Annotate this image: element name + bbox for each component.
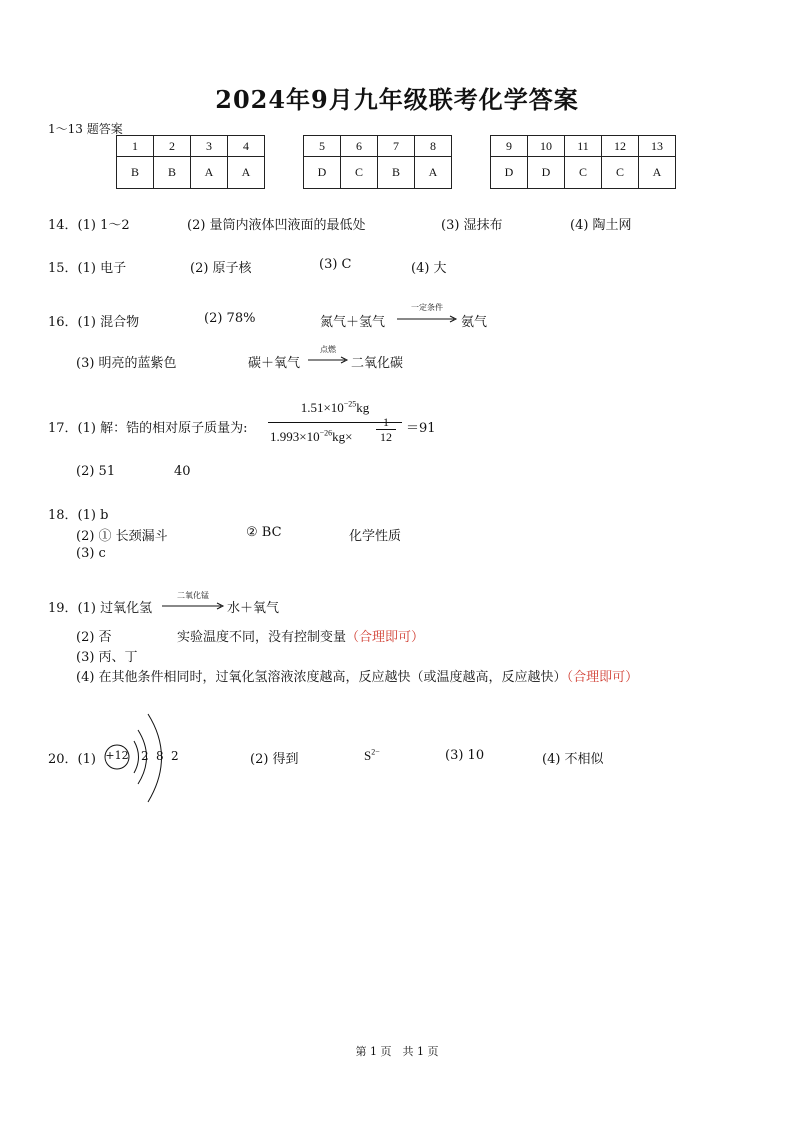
q-number: 9 [491, 136, 528, 157]
q19-part2: (2) 否 [76, 630, 112, 645]
q-answer: A [228, 157, 265, 189]
q-answer: C [602, 157, 639, 189]
q-number: 1 [117, 136, 154, 157]
q-answer: D [304, 157, 341, 189]
q-number: 12 [602, 136, 639, 157]
atom-structure-diagram [100, 708, 190, 808]
q-number: 4 [228, 136, 265, 157]
q18-part2: (2) ① 长颈漏斗 [76, 529, 168, 544]
q16-eq2-condition: 点燃 [320, 345, 336, 354]
q17-denominator-mantissa: 1.993×10 [270, 429, 320, 444]
q17-fraction [268, 400, 402, 449]
q-answer: A [191, 157, 228, 189]
q14-part4: (4) 陶土网 [570, 218, 632, 233]
q15-part2: (2) 原子核 [190, 261, 252, 276]
q15-part3: (3) C [319, 257, 352, 272]
q-number: 10 [528, 136, 565, 157]
q15-part4: (4) 大 [411, 261, 447, 276]
q17-numerator [268, 400, 402, 416]
q16-part3: (3) 明亮的蓝紫色 [76, 356, 177, 371]
mc-table-3 [490, 135, 676, 189]
q20-part1: 20．(1) [48, 752, 96, 767]
q19-part2-text: 实验温度不同，没有控制变量 [177, 630, 347, 645]
arrow-icon [396, 315, 458, 323]
q16-eq2-product: 二氧化碳 [351, 356, 404, 371]
q17-part2: (2) 51 [76, 464, 116, 479]
q16-eq2-reactants: 碳＋氧气 [248, 356, 301, 371]
q-number: 8 [415, 136, 452, 157]
q16-eq1-condition: 一定条件 [411, 303, 443, 312]
ion-symbol: S [364, 748, 372, 763]
q18-part3: (3) c [76, 546, 106, 561]
q19-products: 水＋氧气 [227, 601, 280, 616]
arrow-icon [161, 602, 225, 610]
q17-numerator-unit: kg [356, 400, 370, 415]
q18-part1: 18．(1) b [48, 508, 109, 523]
q17-small-denominator: 12 [376, 429, 396, 444]
q19-part4-note: （合理即可） [566, 670, 639, 685]
q19-part3: (3) 丙、丁 [76, 650, 138, 665]
q20-part3: (3) 10 [445, 748, 485, 763]
q16-eq2-arrow [307, 344, 349, 366]
mc-table-1 [116, 135, 265, 189]
mc-table-2 [303, 135, 452, 189]
q17-result: ＝91 [406, 421, 436, 436]
q20-part2: (2) 得到 [250, 752, 299, 767]
q-answer: A [639, 157, 676, 189]
q18-part2c: 化学性质 [349, 529, 402, 544]
q17-denominator-exp: −26 [319, 428, 333, 438]
q16-part2: (2) 78% [204, 311, 256, 326]
q19-part4 [76, 666, 638, 685]
q17-numerator-exp: −25 [343, 399, 357, 409]
shell-electrons-2: 8 [156, 749, 164, 763]
q18-part2b: ② BC [246, 525, 282, 540]
q19-arrow [161, 590, 225, 612]
q19-condition: 二氧化锰 [177, 591, 209, 600]
q17-part2b: 40 [174, 464, 191, 479]
q-answer: C [341, 157, 378, 189]
q-answer: C [565, 157, 602, 189]
q-number: 5 [304, 136, 341, 157]
q19-part2-note: （合理即可） [346, 630, 425, 645]
q-answer: B [154, 157, 191, 189]
q-answer: D [528, 157, 565, 189]
q-number: 7 [378, 136, 415, 157]
q-number: 6 [341, 136, 378, 157]
q-answer: A [415, 157, 452, 189]
q17-numerator-mantissa: 1.51×10 [300, 400, 344, 415]
shell-electrons-1: 2 [141, 749, 149, 763]
q20-part4: (4) 不相似 [542, 752, 604, 767]
q-answer: B [378, 157, 415, 189]
q-number: 13 [639, 136, 676, 157]
q16-eq1-arrow [396, 302, 458, 324]
q17-small-numerator: 1 [383, 415, 389, 429]
nucleus-charge: +12 [105, 749, 129, 762]
mc-section-label: 1～13 题答案 [48, 122, 123, 136]
page-title: 2024年9月九年级联考化学答案 [215, 85, 579, 114]
q14-part1: 14．(1) 1～2 [48, 218, 130, 233]
q16-part1: 16．(1) 混合物 [48, 315, 140, 330]
q16-eq1-product: 氨气 [461, 315, 488, 330]
q14-part2: (2) 量筒内液体凹液面的最低处 [187, 218, 366, 233]
q19-part4-text: (4) 在其他条件相同时，过氧化氢溶液浓度越高，反应越快（或温度越高，反应越快） [76, 670, 567, 685]
q17-denominator [268, 415, 402, 449]
q16-eq1-reactants: 氮气＋氢气 [320, 315, 386, 330]
q15-part1: 15．(1) 电子 [48, 261, 127, 276]
q17-part1: 17．(1) 解：锆的相对原子质量为: [48, 421, 248, 436]
q17-small-fraction [376, 415, 396, 444]
page-footer: 第 1 页 共 1 页 [355, 1045, 439, 1058]
q-answer: D [491, 157, 528, 189]
q-number: 11 [565, 136, 602, 157]
q-answer: B [117, 157, 154, 189]
q-number: 3 [191, 136, 228, 157]
q19-part2b [177, 626, 424, 645]
q-number: 2 [154, 136, 191, 157]
q14-part3: (3) 湿抹布 [441, 218, 503, 233]
shell-electrons-3: 2 [171, 749, 179, 763]
q20-ion [364, 748, 380, 764]
q19-part1: 19．(1) 过氧化氢 [48, 601, 153, 616]
q17-denominator-unit: kg× [332, 429, 353, 444]
ion-charge: 2− [371, 747, 380, 757]
arrow-icon [307, 356, 349, 364]
